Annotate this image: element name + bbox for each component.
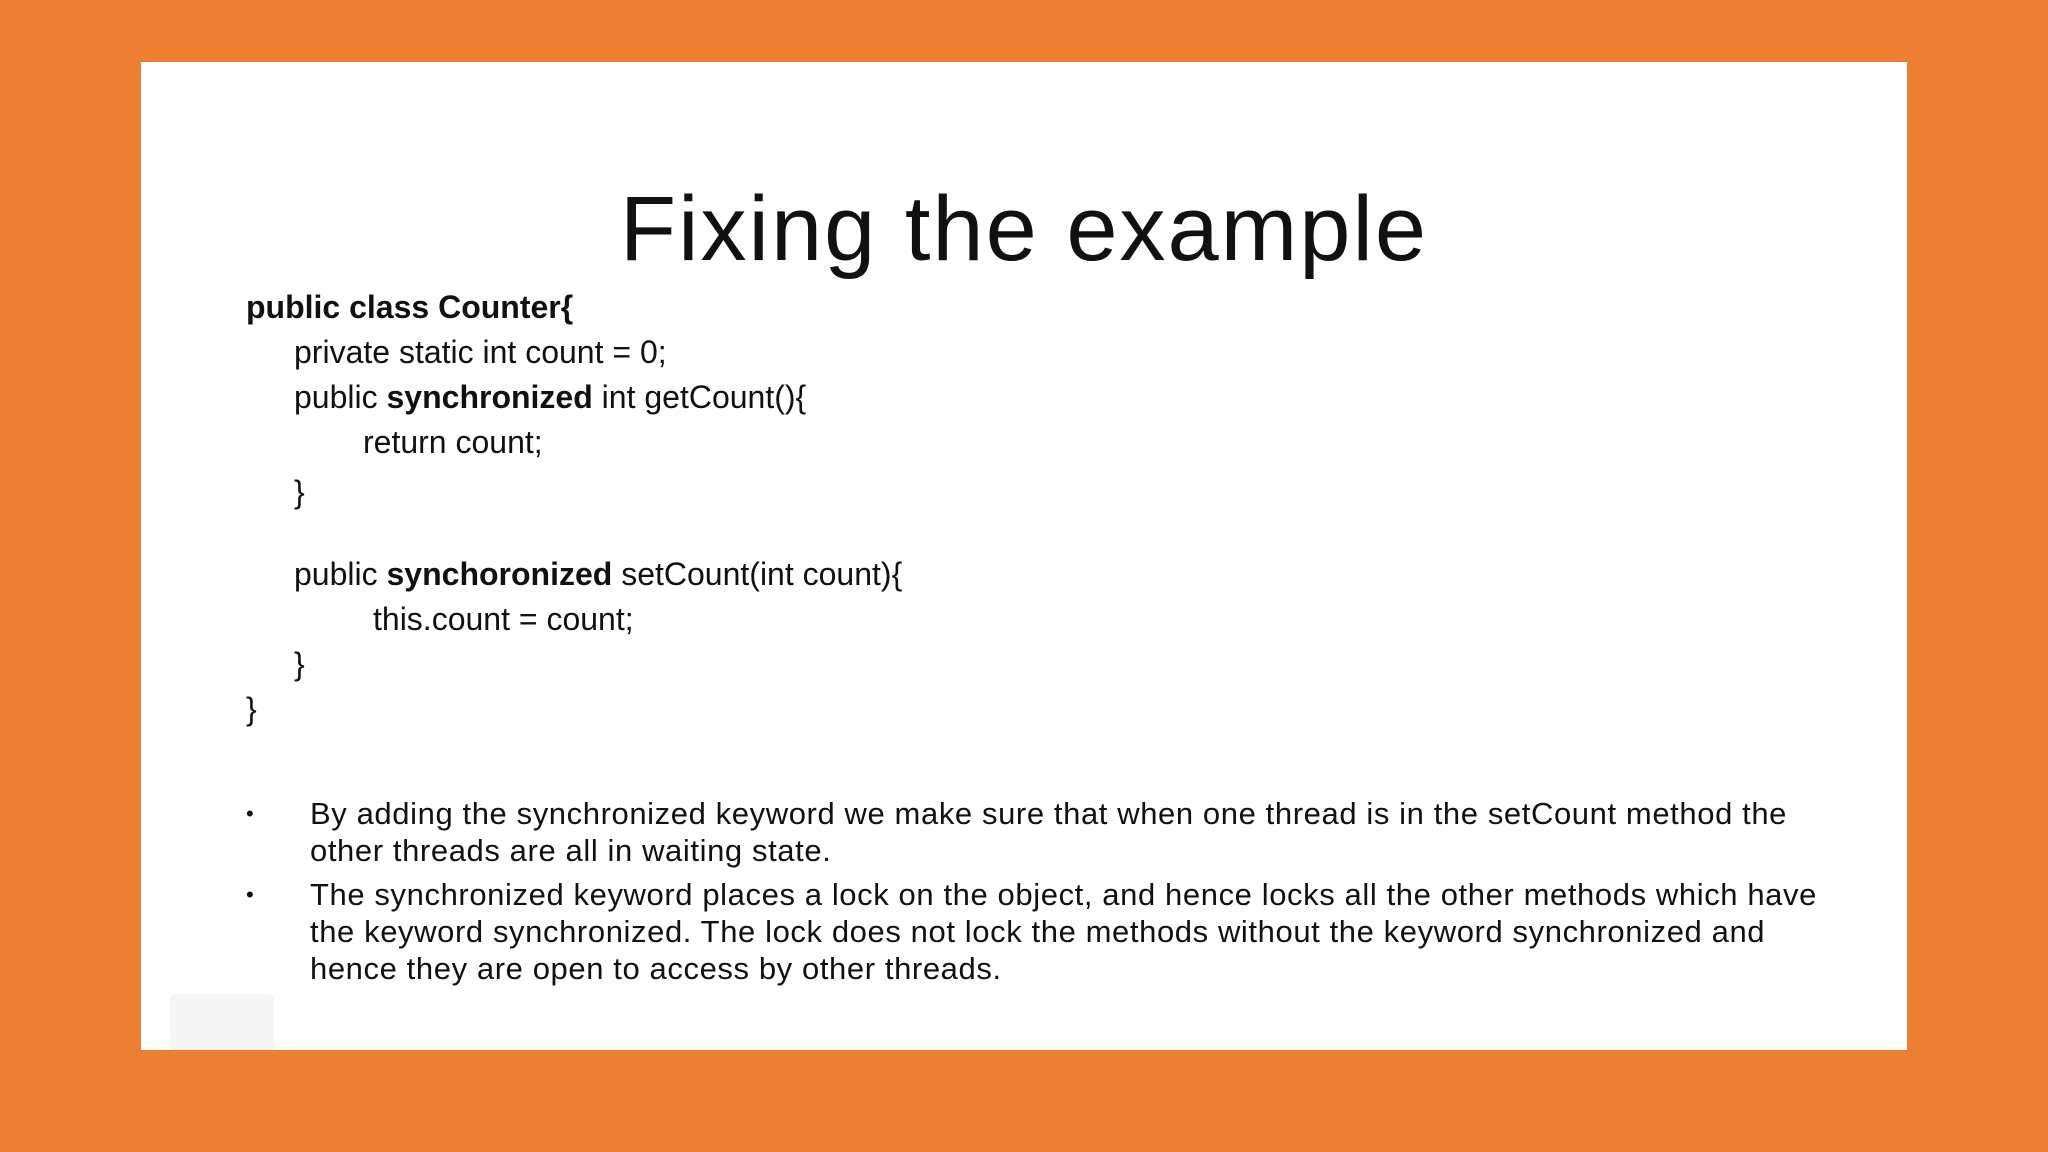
code-line xyxy=(373,599,634,639)
code-text: setCount(int count){ xyxy=(612,556,903,592)
code-text: public xyxy=(294,556,387,592)
code-keyword: public class Counter{ xyxy=(246,289,574,325)
code-line xyxy=(294,377,806,417)
code-text: this.count = count; xyxy=(373,601,634,637)
slide xyxy=(141,62,1907,1050)
code-text: private static int count = 0; xyxy=(294,334,667,370)
code-text: int getCount(){ xyxy=(592,379,807,415)
code-line xyxy=(363,422,543,462)
bullet-list xyxy=(246,795,1846,994)
slide-title: Fixing the example xyxy=(619,178,1429,280)
bullet-item xyxy=(246,795,1846,869)
slide-corner-box xyxy=(170,994,274,1050)
bullet-dot: • xyxy=(246,882,255,907)
code-text: } xyxy=(246,691,257,727)
code-line xyxy=(294,332,667,372)
code-line xyxy=(246,689,257,729)
bullet-text: By adding the synchronized keyword we make sure that when one thread is in the setCount method the other threads are all in waiting state. xyxy=(310,796,1788,868)
code-line xyxy=(294,472,305,512)
code-keyword: synchronized xyxy=(386,379,593,415)
code-line xyxy=(246,287,573,327)
code-text: } xyxy=(294,646,305,682)
code-line xyxy=(294,554,902,594)
bullet-dot: • xyxy=(246,801,255,826)
code-text: public xyxy=(294,379,387,415)
bullet-text: The synchronized keyword places a lock on the object, and hence locks all the other methods which have the keyword synchronized. The lock does not lock the methods without the keyword synchronized and hence they are open to access by other threads. xyxy=(310,877,1817,986)
code-text: } xyxy=(294,474,305,510)
bullet-item xyxy=(246,876,1846,987)
code-line xyxy=(294,644,305,684)
code-keyword: synchoronized xyxy=(386,556,613,592)
code-text: return count; xyxy=(363,424,543,460)
